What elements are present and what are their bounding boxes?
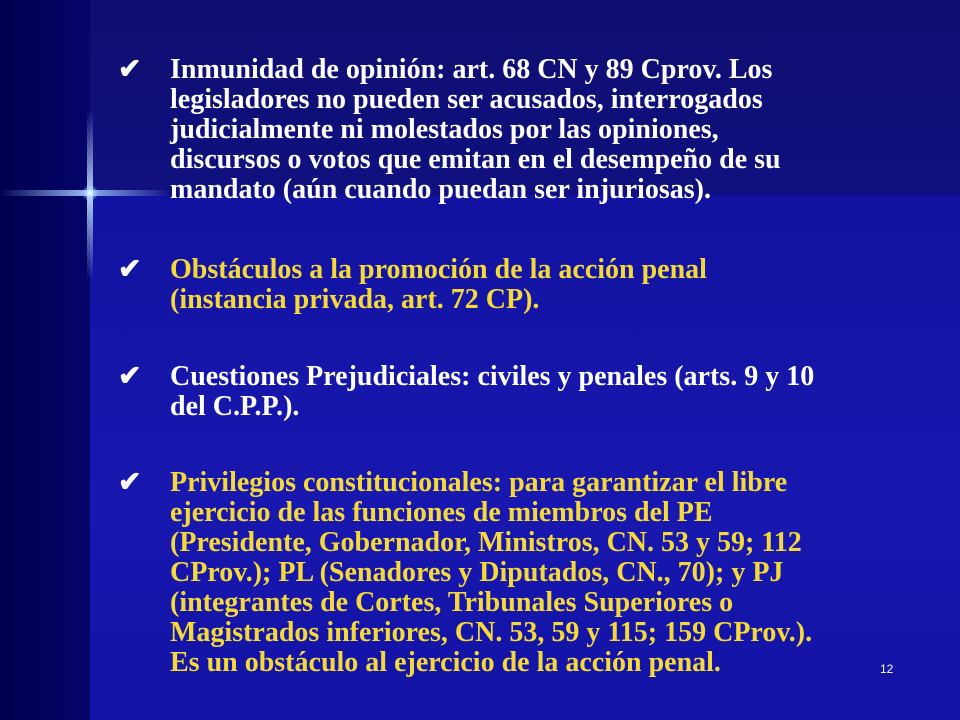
- check-mark-icon: ✔: [118, 467, 142, 498]
- bullet-text-cuestiones: Cuestiones Prejudiciales: civiles y penales (arts. 9 y 10 del C.P.P.).: [170, 361, 815, 422]
- background-left-band: [0, 0, 90, 720]
- star-glow-core: [82, 185, 98, 201]
- check-mark-icon: ✔: [118, 254, 142, 285]
- bullet-text-obstaculos: Obstáculos a la promoción de la acción penal (instancia privada, art. 72 CP).: [170, 254, 707, 315]
- bullet-text-privilegios: Privilegios constitucionales: para garantizar el libre ejercicio de las funciones de miembros del PE (Presidente, Gobernador, Ministros, CN. 53 y 59; 112 CProv.); PL (Senadores y Diputados, CN., 70); y PJ (integrantes de Cortes, Tribunales Superiores o Magistrados inferiores, CN. 53, 59 y 115; 159 CProv.). Es un obstáculo al ejercicio de la acción penal.: [170, 467, 813, 678]
- bullet-text-inmunidad: Inmunidad de opinión: art. 68 CN y 89 Cprov. Los legisladores no pueden ser acusados, interrogados judicialmente ni molestados por las opiniones, discursos o votos que emitan en el desempeño de su mandato (aún cuando puedan ser injuriosas).: [170, 54, 781, 205]
- check-mark-icon: ✔: [118, 54, 142, 85]
- check-mark-icon: ✔: [118, 361, 142, 392]
- page-number: 12: [880, 662, 894, 676]
